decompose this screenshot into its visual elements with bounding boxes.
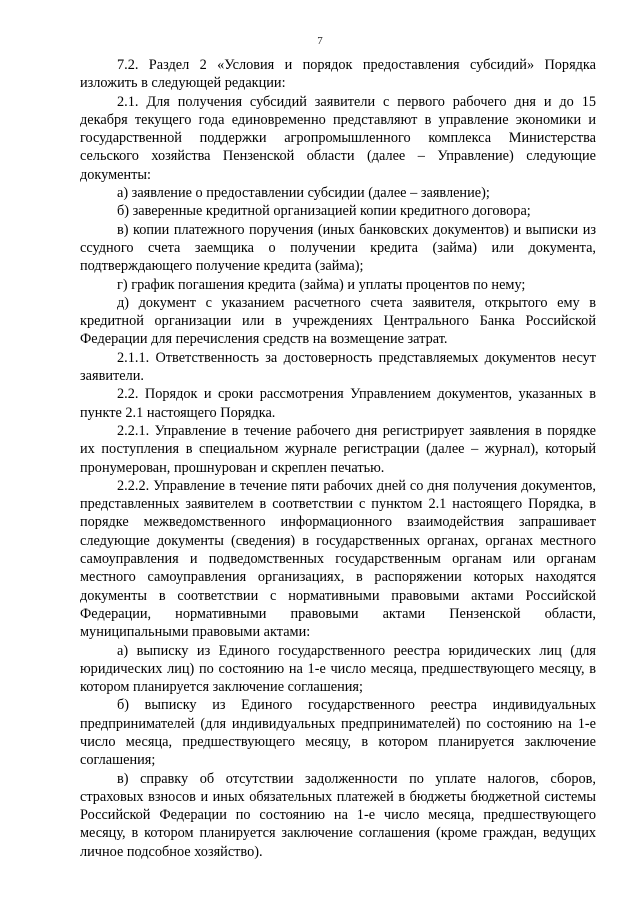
paragraph-7-2: 7.2. Раздел 2 «Условия и порядок предоставления субсидий» Порядка изложить в следующей редакции: <box>80 57 596 92</box>
paragraph-2-2-2: 2.2.2. Управление в течение пяти рабочих дней со дня получения документов, представленных заявителем в соответствии с пунктом 2.1 настоящего Порядка, в порядке межведомственного информационного взаимодействия запрашивает следующие документы (сведения) в государственных органах, органах местного самоуправления и подведомственных государственным органам или органам местного самоуправления организациях, в распоряжении которых находятся документы в соответствии с нормативными правовыми актами Российской Федерации, нормативными правовыми актами Пензенской области, муниципальными правовыми актами: <box>80 477 596 641</box>
request-item-b: б) выписку из Единого государственного реестра индивидуальных предпринимателей (для индивидуальных предпринимателей) по состоянию на 1-е число месяца, предшествующего месяцу, в котором планируется заключение соглашения; <box>80 697 596 769</box>
paragraph-2-1-1: 2.1.1. Ответственность за достоверность представляемых документов несут заявители. <box>80 349 596 385</box>
paragraph-2-1: 2.1. Для получения субсидий заявители с первого рабочего дня и до 15 декабря текущего года единовременно представляют в управление экономики и государственной поддержки агропромышленного комплекса Министерства сельского хозяйства Пензенской области (далее – Управление) следующие документы: <box>80 93 596 183</box>
list-item-a: а) заявление о предоставлении субсидии (далее – заявление); <box>117 185 490 202</box>
page-number: 7 <box>317 35 323 47</box>
request-item-a: а) выписку из Единого государственного реестра юридических лиц (для юридических лиц) по состоянию на 1-е число месяца, предшествующего месяцу, в котором планируется заключение соглашения; <box>80 642 596 696</box>
list-item-b: б) заверенные кредитной организацией копии кредитного договора; <box>117 203 531 220</box>
request-item-v: в) справку об отсутствии задолженности по уплате налогов, сборов, страховых взносов и иных обязательных платежей в бюджеты бюджетной системы Российской Федерации по состоянию на 1-е число месяца, предшествующего месяцу, в котором планируется заключение соглашения (кроме граждан, ведущих личное подсобное хозяйство). <box>80 770 596 860</box>
paragraph-2-2-1: 2.2.1. Управление в течение рабочего дня регистрирует заявления в порядке их поступления в специальном журнале регистрации (далее – журнал), который пронумерован, прошнурован и скреплен печатью. <box>80 422 596 476</box>
list-item-d: д) документ с указанием расчетного счета заявителя, открытого ему в кредитной организации или в учреждениях Центрального Банка Российской Федерации для перечисления средств на возмещение затрат. <box>80 294 596 348</box>
list-item-g: г) график погашения кредита (займа) и уплаты процентов по нему; <box>117 276 526 293</box>
paragraph-2-2: 2.2. Порядок и сроки рассмотрения Управлением документов, указанных в пункте 2.1 настоящего Порядка. <box>80 386 596 421</box>
list-item-v: в) копии платежного поручения (иных банковских документов) и выписки из ссудного счета заемщика о получении кредита (займа) или документа, подтверждающего получение кредита (займа); <box>80 221 596 275</box>
document-body <box>80 56 596 861</box>
